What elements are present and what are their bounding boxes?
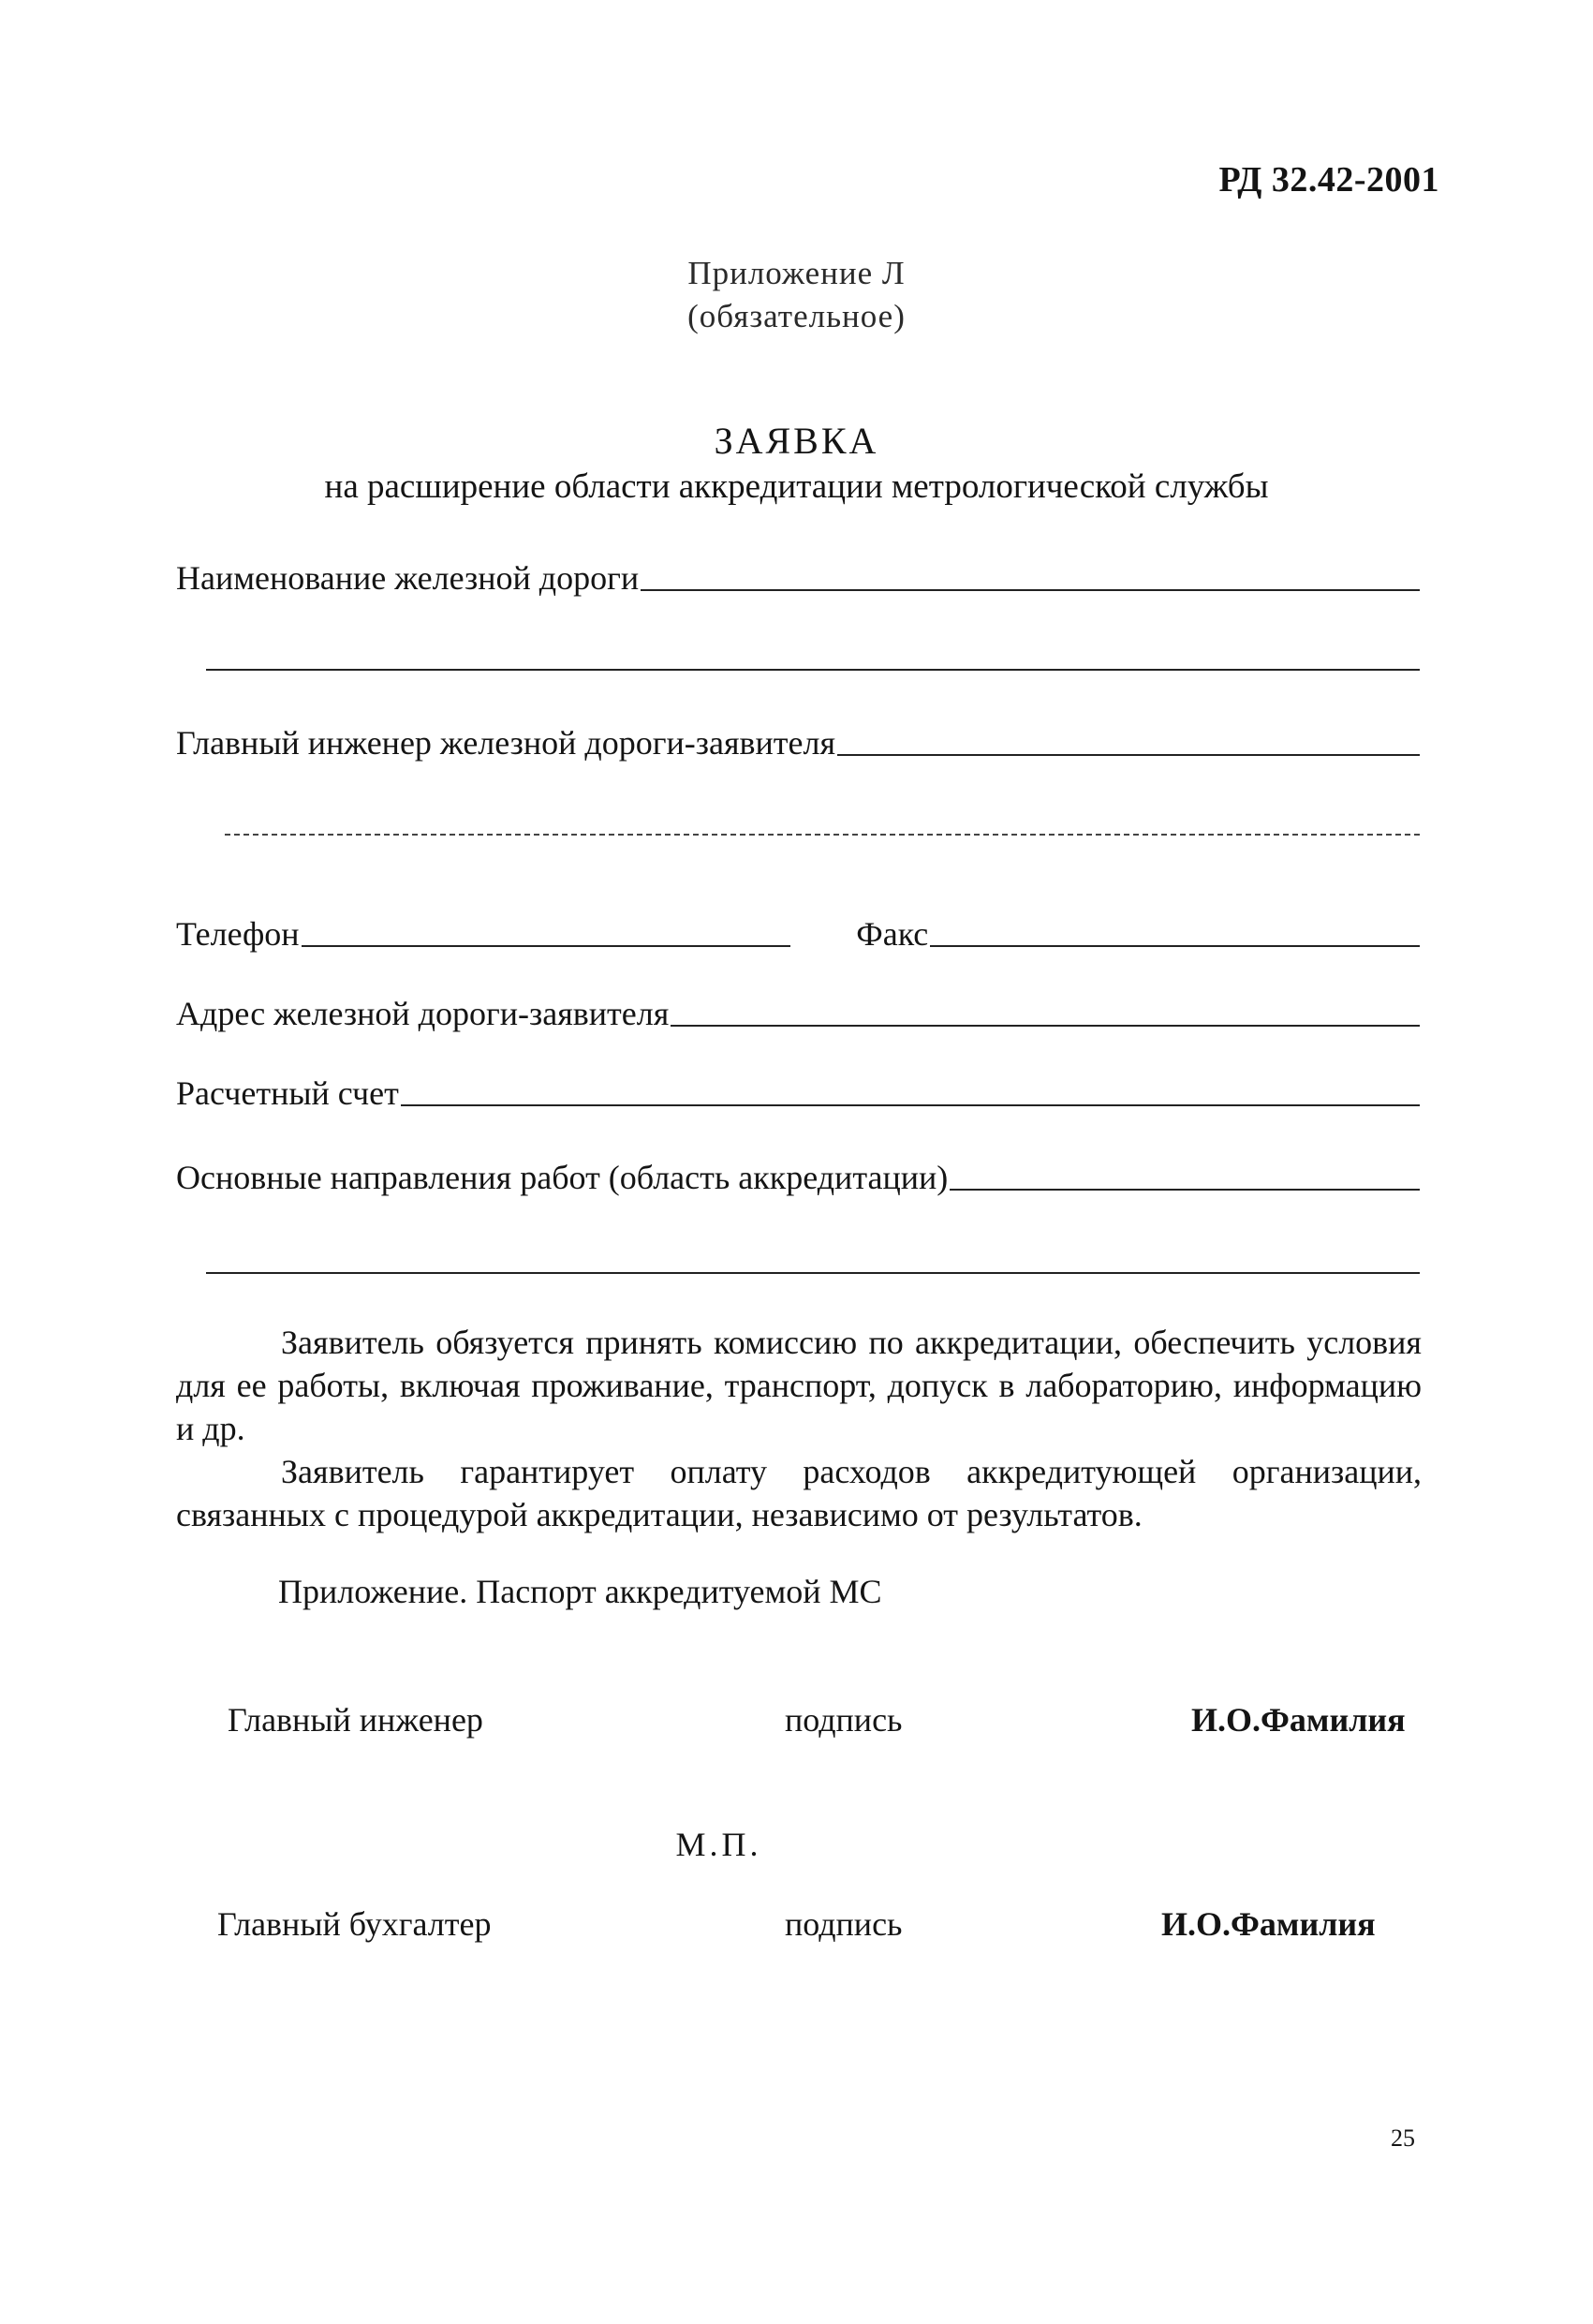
paragraph-guarantee: Заявитель гарантирует оплату расходов аккредитующей организации, связанных с процедурой аккредитации, независимо от результатов. (176, 1453, 1422, 1533)
paragraph-obligations: Заявитель обязуется принять комиссию по аккредитации, обеспечить условия для ее работы, включая проживание, транспорт, допуск в лабораторию, информацию и др. (176, 1324, 1422, 1447)
body-text (176, 1321, 1422, 1536)
field-label-phone: Телефон (176, 915, 300, 953)
form-subtitle: на расширение области аккредитации метрологической службы (324, 467, 1269, 506)
annex-title: Приложение Л (687, 255, 906, 291)
fill-line-phone[interactable] (302, 944, 791, 947)
fill-line[interactable] (641, 588, 1420, 591)
stamp-placeholder: М.П. (675, 1826, 762, 1863)
document-code: РД 32.42-2001 (1218, 160, 1439, 200)
fill-line[interactable] (401, 1103, 1420, 1106)
form-title: ЗАЯВКА (714, 420, 879, 462)
chief-engineer-signature: подпись (785, 1701, 903, 1739)
field-label: Расчетный счет (176, 1074, 399, 1112)
fill-line-fax[interactable] (930, 944, 1420, 947)
chief-accountant-role: Главный бухгалтер (217, 1905, 492, 1943)
fill-line-continuation[interactable] (225, 834, 1420, 836)
field-label: Адрес железной дороги-заявителя (176, 995, 670, 1032)
field-label: Основные направления работ (область аккредитации) (176, 1159, 949, 1196)
chief-accountant-signature: подпись (785, 1905, 903, 1943)
field-label: Наименование железной дороги (176, 559, 640, 597)
field-work-areas (176, 1152, 1420, 1197)
fill-line[interactable] (837, 753, 1420, 756)
fill-line[interactable] (671, 1024, 1420, 1027)
field-label: Главный инженер железной дороги-заявителя (176, 724, 836, 762)
field-railway-name (176, 553, 1420, 598)
attachment-note: Приложение. Паспорт аккредитуемой МС (278, 1573, 882, 1610)
field-phone-fax (176, 909, 1420, 954)
annex-type: (обязательное) (687, 298, 906, 334)
page-number: 25 (1391, 2124, 1415, 2152)
chief-engineer-name: И.О.Фамилия (1191, 1701, 1406, 1739)
fill-line[interactable] (950, 1188, 1420, 1191)
field-account (176, 1068, 1420, 1113)
field-label-fax: Факс (856, 915, 929, 953)
field-address (176, 988, 1420, 1033)
fill-line-continuation[interactable] (206, 669, 1420, 671)
chief-accountant-name: И.О.Фамилия (1161, 1905, 1376, 1943)
fill-line-continuation[interactable] (206, 1272, 1420, 1274)
chief-engineer-role: Главный инженер (228, 1701, 483, 1739)
field-chief-engineer (176, 718, 1420, 762)
